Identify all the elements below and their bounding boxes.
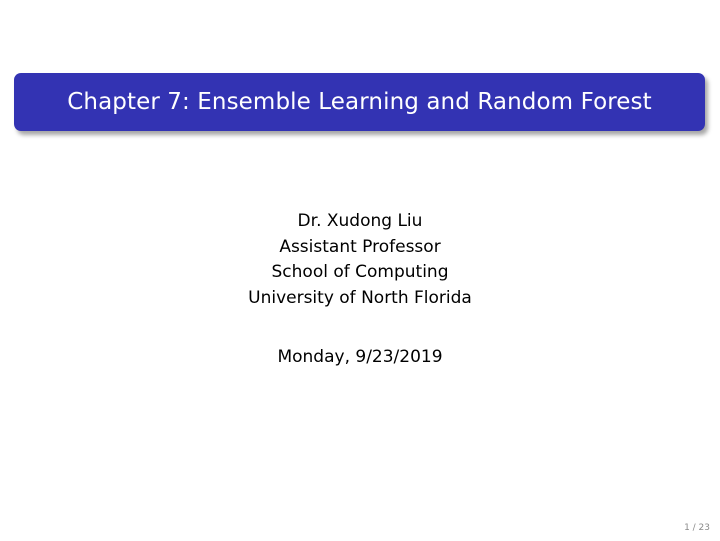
page-number: 1 / 23 — [684, 523, 710, 533]
author-department: School of Computing — [271, 262, 449, 282]
author-info — [0, 209, 720, 311]
presentation-date: Monday, 9/23/2019 — [277, 347, 443, 367]
author-institution: University of North Florida — [248, 287, 472, 308]
title-banner — [14, 73, 705, 131]
author-position: Assistant Professor — [279, 236, 441, 257]
author-name: Dr. Xudong Liu — [297, 211, 423, 231]
slide-title: Chapter 7: Ensemble Learning and Random Forest — [67, 89, 652, 115]
